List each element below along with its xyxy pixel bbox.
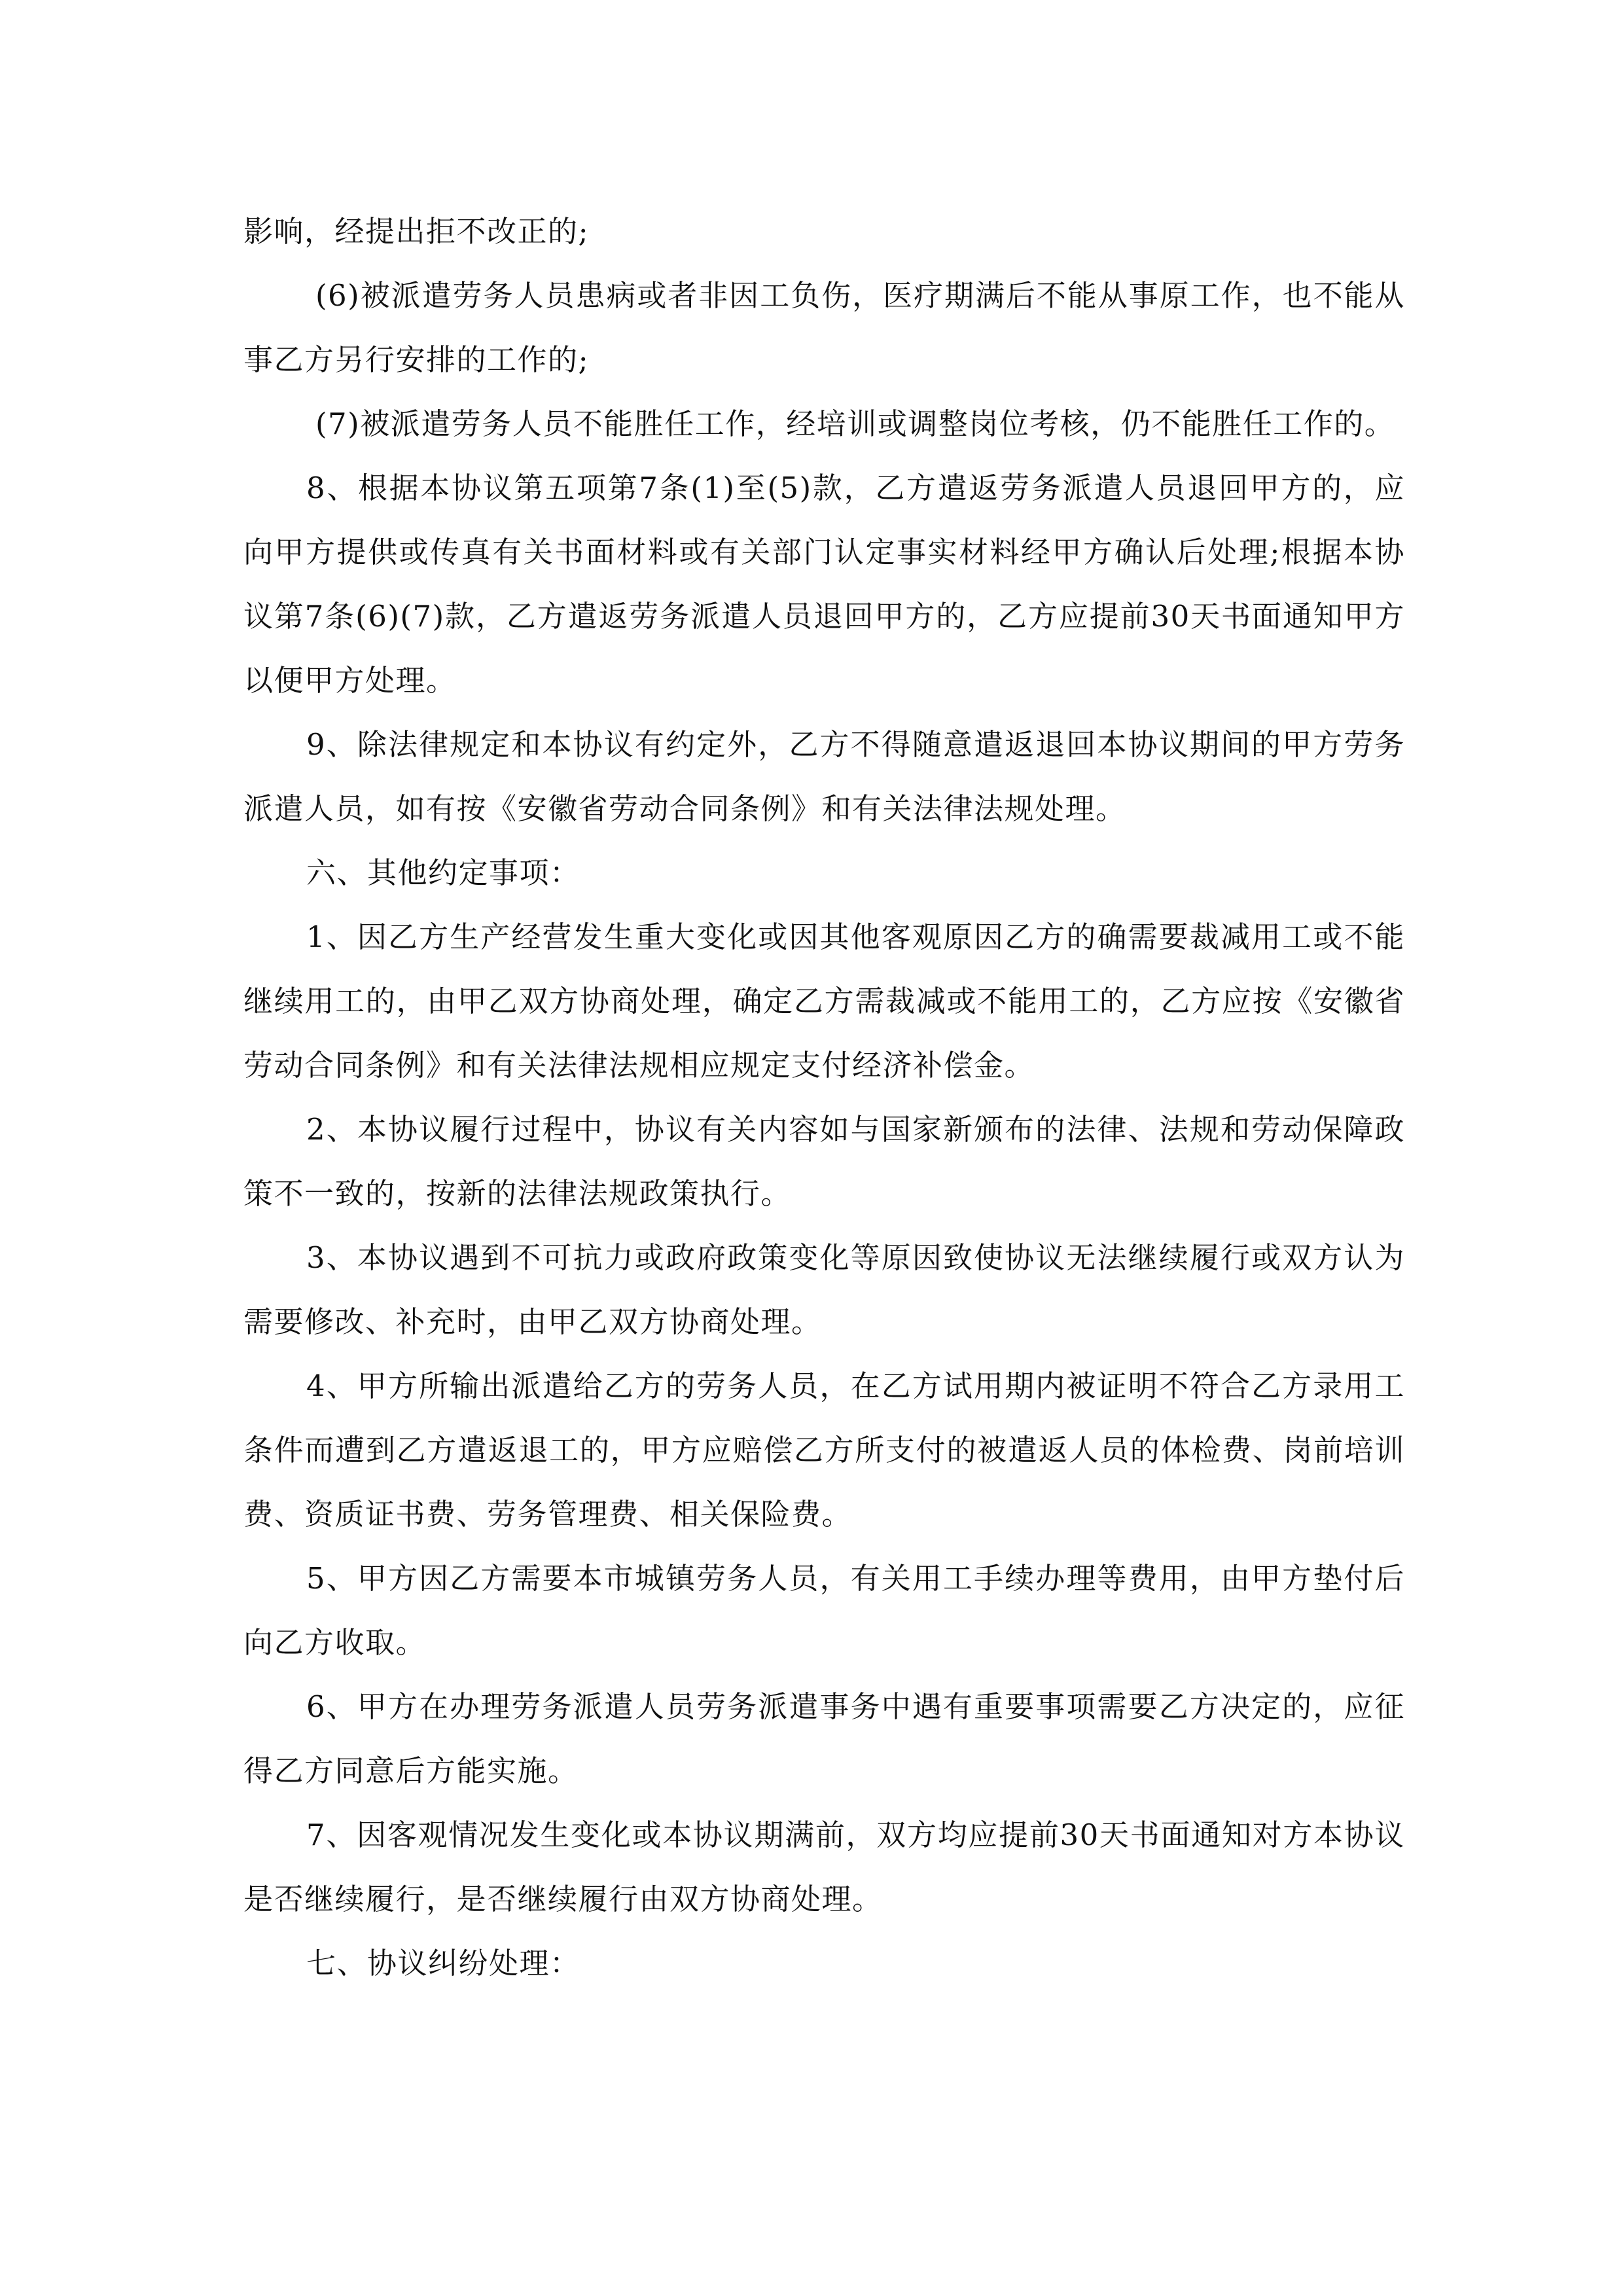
paragraph-item-6: (6)被派遣劳务人员患病或者非因工负伤，医疗期满后不能从事原工作，也不能从事乙方另行安排的工作的; — [243, 278, 1405, 377]
paragraph-other-4: 4、甲方所输出派遣给乙方的劳务人员，在乙方试用期内被证明不符合乙方录用工条件而遭到乙方遣返退工的，甲方应赔偿乙方所支付的被遣返人员的体检费、岗前培训费、资质证书费、劳务管理费、相关保险费。 — [243, 1369, 1405, 1532]
paragraph-other-2: 2、本协议履行过程中，协议有关内容如与国家新颁布的法律、法规和劳动保障政策不一致的，按新的法律法规政策执行。 — [243, 1112, 1405, 1211]
section-heading-7: 七、协议纠纷处理： — [306, 1946, 580, 1981]
document-body — [243, 200, 1405, 1996]
paragraph-other-7: 7、因客观情况发生变化或本协议期满前，双方均应提前30天书面通知对方本协议是否继续履行，是否继续履行由双方协商处理。 — [243, 1818, 1405, 1916]
paragraph-other-6: 6、甲方在办理劳务派遣人员劳务派遣事务中遇有重要事项需要乙方决定的，应征得乙方同意后方能实施。 — [243, 1689, 1405, 1788]
paragraph-other-3: 3、本协议遇到不可抗力或政府政策变化等原因致使协议无法继续履行或双方认为需要修改、补充时，由甲乙双方协商处理。 — [243, 1240, 1405, 1339]
paragraph-clause-9: 9、除法律规定和本协议有约定外，乙方不得随意遣返退回本协议期间的甲方劳务派遣人员，如有按《安徽省劳动合同条例》和有关法律法规处理。 — [243, 727, 1405, 826]
paragraph-other-5: 5、甲方因乙方需要本市城镇劳务人员，有关用工手续办理等费用，由甲方垫付后向乙方收取。 — [243, 1561, 1405, 1660]
paragraph-clause-8: 8、根据本协议第五项第7条(1)至(5)款，乙方遣返劳务派遣人员退回甲方的，应向甲方提供或传真有关书面材料或有关部门认定事实材料经甲方确认后处理;根据本协议第7条(6)(7)款，乙方遣返劳务派遣人员退回甲方的，乙方应提前30天书面通知甲方以便甲方处理。 — [243, 471, 1405, 698]
section-heading-6: 六、其他约定事项： — [306, 855, 580, 890]
paragraph-continuation: 影响，经提出拒不改正的; — [243, 214, 590, 249]
paragraph-other-1: 1、因乙方生产经营发生重大变化或因其他客观原因乙方的确需要裁减用工或不能继续用工的，由甲乙双方协商处理，确定乙方需裁减或不能用工的，乙方应按《安徽省劳动合同条例》和有关法律法规相应规定支付经济补偿金。 — [243, 920, 1405, 1083]
paragraph-item-7: (7)被派遣劳务人员不能胜任工作，经培训或调整岗位考核，仍不能胜任工作的。 — [315, 406, 1395, 441]
